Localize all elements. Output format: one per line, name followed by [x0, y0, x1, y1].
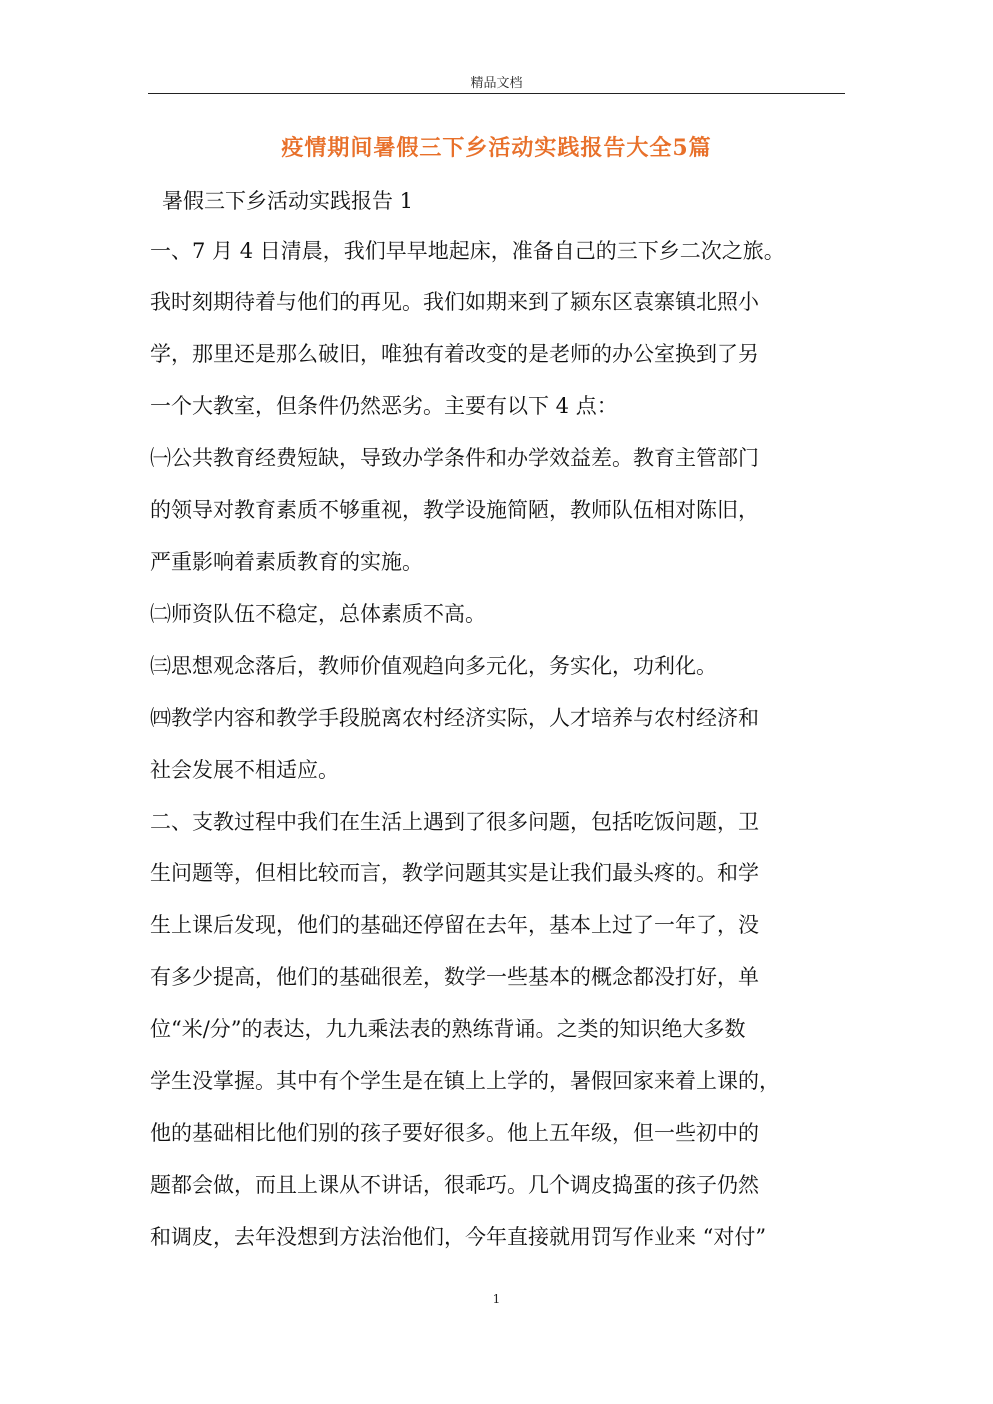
body-line: 生上课后发现，他们的基础还停留在去年，基本上过了一年了，没	[150, 913, 759, 937]
body-line: 社会发展不相适应。	[150, 758, 339, 782]
body-line: ㈣教学内容和教学手段脱离农村经济实际，人才培养与农村经济和	[150, 706, 759, 730]
body-line: 我时刻期待着与他们的再见。我们如期来到了颍东区袁寨镇北照小	[150, 290, 759, 314]
body-line: 位“米/分”的表达，九九乘法表的熟练背诵。之类的知识绝大多数	[150, 1017, 746, 1041]
body-line: 他的基础相比他们别的孩子要好很多。他上五年级，但一些初中的	[150, 1121, 759, 1145]
document-title: 疫情期间暑假三下乡活动实践报告大全5篇	[281, 135, 712, 161]
section-heading: 暑假三下乡活动实践报告 1	[162, 189, 414, 213]
body-line: ㈡师资队伍不稳定，总体素质不高。	[150, 602, 486, 626]
header-divider	[148, 93, 845, 94]
body-line: 和调皮，去年没想到方法治他们，今年直接就用罚写作业来 “对付”	[150, 1225, 767, 1249]
body-line: 学生没掌握。其中有个学生是在镇上上学的，暑假回家来着上课的，	[150, 1069, 780, 1093]
body-line: 的领导对教育素质不够重视，教学设施简陋，教师队伍相对陈旧，	[150, 498, 759, 522]
body-line: ㈠公共教育经费短缺，导致办学条件和办学效益差。教育主管部门	[150, 446, 759, 470]
body-line: 严重影响着素质教育的实施。	[150, 550, 423, 574]
page-number: 1	[492, 1292, 501, 1306]
body-line: 一、7 月 4 日清晨，我们早早地起床，准备自己的三下乡二次之旅。	[150, 239, 785, 263]
body-line: 一个大教室，但条件仍然恶劣。主要有以下 4 点：	[150, 394, 618, 418]
body-line: 二、支教过程中我们在生活上遇到了很多问题，包括吃饭问题，卫	[150, 810, 759, 834]
body-line: ㈢思想观念落后，教师价值观趋向多元化，务实化，功利化。	[150, 654, 717, 678]
page-header-label: 精品文档	[470, 76, 523, 91]
body-line: 有多少提高，他们的基础很差，数学一些基本的概念都没打好，单	[150, 965, 759, 989]
body-line: 生问题等，但相比较而言，教学问题其实是让我们最头疼的。和学	[150, 861, 759, 885]
body-line: 学，那里还是那么破旧，唯独有着改变的是老师的办公室换到了另	[150, 342, 759, 366]
body-line: 题都会做，而且上课从不讲话，很乖巧。几个调皮捣蛋的孩子仍然	[150, 1173, 759, 1197]
